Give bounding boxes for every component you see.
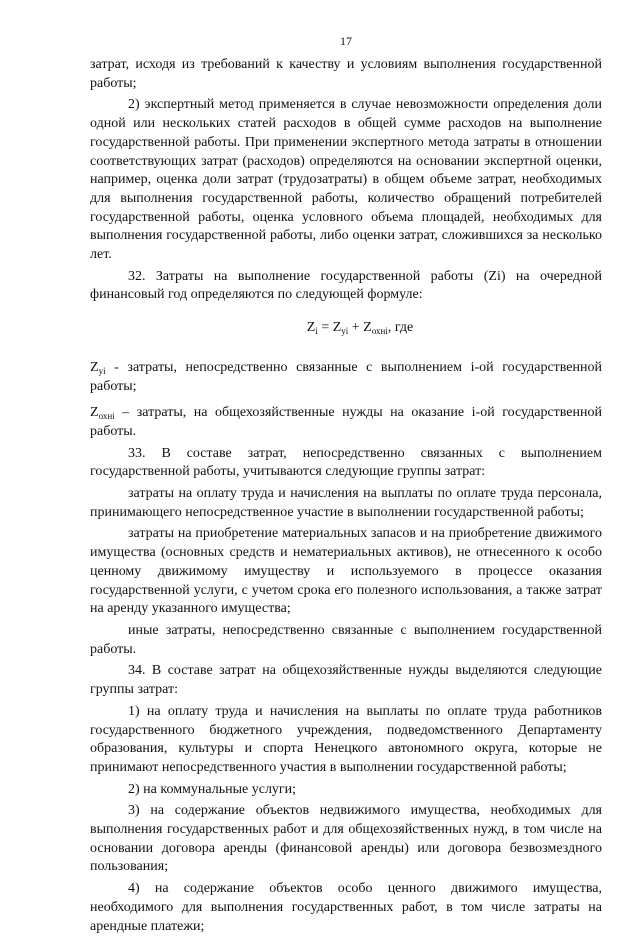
formula-plus: + — [348, 320, 364, 336]
paragraph-34: 34. В составе затрат на общехозяйственные нужды выделяются следующие группы затрат: — [90, 663, 602, 698]
formula-zohni: Z — [363, 320, 372, 336]
formula-z-sub: i — [315, 326, 318, 337]
paragraph-33-materials: затраты на приобретение материальных запасов и на приобретение движимого имущества (основных средств и нематериальных активов), не отнесенного к особо ценному движимому имуществу и используемого в процессе оказания государственной услуги, с учетом срока его полезного использования, а также затрат на аренду указанного имущества; — [90, 526, 602, 617]
definition-zohni-sub: охні — [98, 411, 115, 422]
page-number: 17 — [340, 34, 352, 48]
formula-z: Z — [306, 320, 316, 336]
definition-zyi-symbol: Z — [90, 359, 99, 375]
paragraph-expert-method: 2) экспертный метод применяется в случае невозможности определения доли одной или нескольких статей расходов в общей сумме расходов на выполнение государственной работы. При применении экспертного метода затраты в отношении соответствующих затрат (расходов) определяются на основании экспертной оценки, например, оценка доли затрат (трудозатраты) в общем объеме затрат, необходимых для выполнения государственной работы, количество обращений потребителей государственной работы, оценка условного объема площадей, необходимых для выполнения государственной работы, либо оценки затрат, сложившихся за несколько лет. — [90, 97, 602, 263]
formula-zohni-sub: охні — [371, 326, 388, 337]
paragraph-34-2: 2) на коммунальные услуги; — [128, 781, 297, 797]
paragraph-33-labor: затраты на оплату труда и начисления на выплаты по оплате труда персонала, принимающего непосредственное участие в выполнении государственной работы; — [90, 486, 602, 520]
paragraph-32: 32. Затраты на выполнение государственной работы (Zi) на очередной финансовый год определяются по следующей формуле: — [90, 268, 602, 303]
definition-zyi-text: - затраты, непосредственно связанные с выполнением i-ой государственной работы; — [90, 359, 602, 394]
paragraph-33-other: иные затраты, непосредственно связанные с выполнением государственной работы. — [90, 622, 602, 657]
definition-zyi-sub: yi — [98, 365, 106, 376]
formula-zyi: Z — [332, 320, 342, 336]
formula-tail: , где — [387, 320, 414, 336]
paragraph-33: 33. В составе затрат, непосредственно связанных с выполнением государственной работы, учитываются следующие группы затрат: — [90, 445, 602, 480]
definition-zyi — [90, 359, 602, 396]
document-body — [90, 56, 602, 936]
formula — [90, 319, 602, 338]
definition-zohni-text: – затраты, на общехозяйственные нужды на оказание i-ой государственной работы. — [90, 405, 602, 439]
formula-zyi-sub: yi — [341, 326, 349, 337]
formula-eq: = — [317, 320, 333, 336]
paragraph-34-4: 4) на содержание объектов особо ценного движимого имущества, необходимого для выполнения государственных работ, в том числе затраты на арендные платежи; — [90, 881, 602, 934]
paragraph-34-1: 1) на оплату труда и начисления на выплаты по оплате труда работников государственного бюджетного учреждения, подведомственного Департаменту образования, культуры и спорта Ненецкого автономного округа, которые не принимают непосредственного участия в выполнении государственной работы; — [90, 703, 602, 775]
definition-zohni-symbol: Z — [90, 405, 99, 421]
paragraph-34-3: 3) на содержание объектов недвижимого имущества, необходимых для выполнения государственных работ и для общехозяйственных нужд, в том числе на основании договора аренды (финансовой аренды) или договора безвозмездного пользования; — [90, 803, 602, 875]
definition-zohni — [90, 404, 602, 441]
paragraph-continuation: затрат, исходя из требований к качеству и условиям выполнения государственной работы; — [90, 57, 602, 91]
